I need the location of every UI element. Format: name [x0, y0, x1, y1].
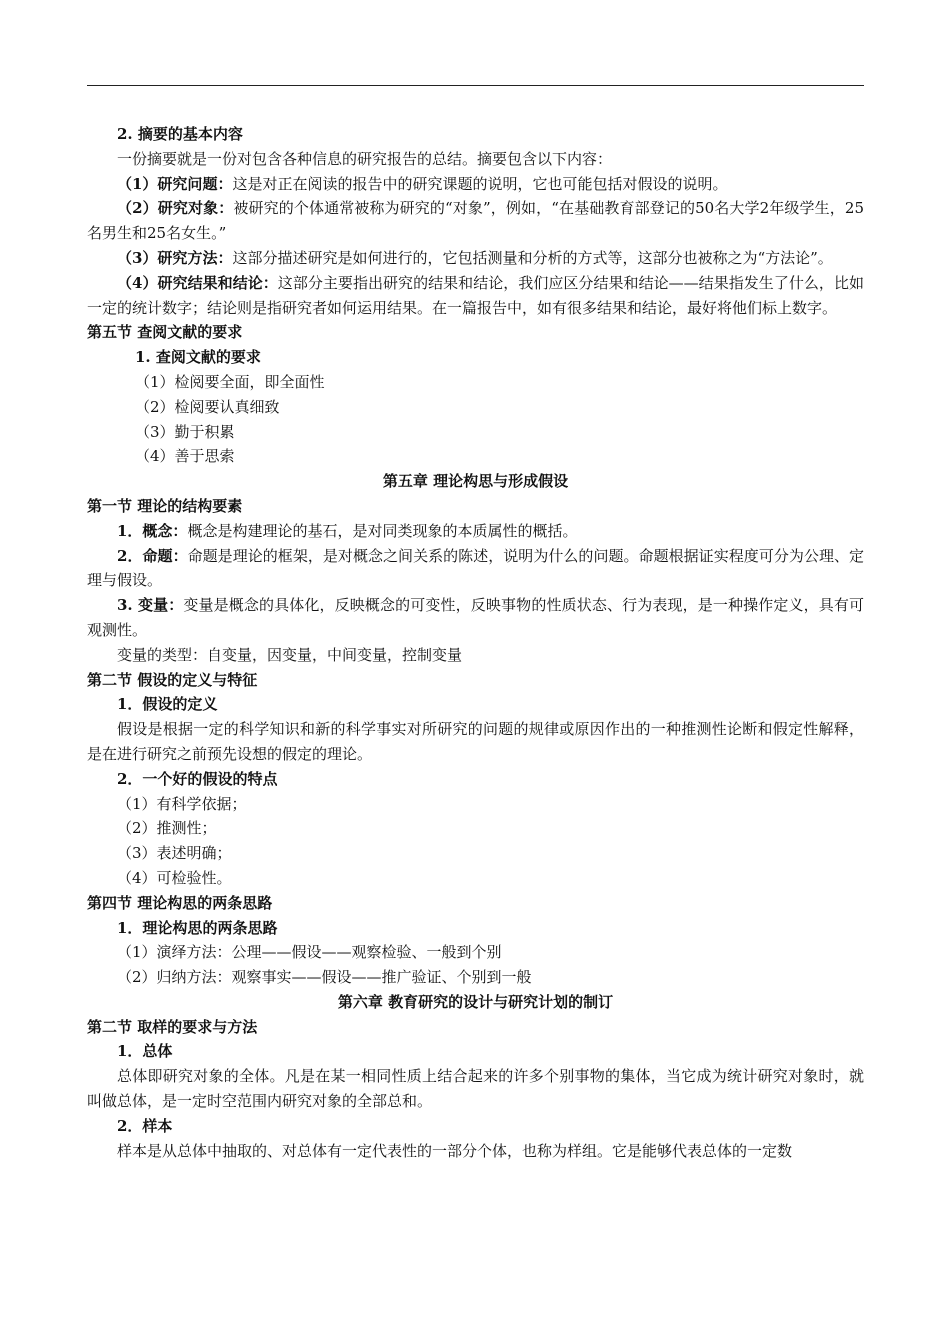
list-item: （3）表述明确；: [117, 844, 232, 863]
item-text: 这是对正在阅读的报告中的研究课题的说明，它也可能包括对假设的说明。: [232, 174, 728, 193]
item-label: （3）研究方法：: [117, 248, 233, 267]
subsection-heading: 2．样本: [117, 1116, 173, 1135]
subsection-heading: 1．总体: [117, 1042, 173, 1061]
subsection-heading: 2. 摘要的基本内容: [117, 125, 243, 143]
list-item: （3）勤于积累: [135, 422, 235, 441]
list-item: （4）善于思索: [135, 447, 235, 466]
list-item: （2）检阅要认真细致: [135, 397, 280, 416]
term-label: 3. 变量：: [117, 596, 184, 615]
item-text: 这部分主要指出研究的结果和结论，我们应区分结果和结论——结果指发生了什么，比如一定的统计数字；结论则是指研究者如何运用结果。在一篇报告中，如有很多结果和结论，最好将他们标上数字。: [87, 273, 864, 317]
item-text: 被研究的个体通常被称为研究的“对象”，例如，“在基础教育部登记的50名大学2年级学生，25名男生和25名女生。”: [87, 199, 864, 243]
list-item: （1）演绎方法：公理——假设——观察检验、一般到个别: [117, 943, 502, 962]
paragraph: 总体即研究对象的全体。凡是在某一相同性质上结合起来的许多个别事物的集体，当它成为统计研究对象时，就叫做总体，是一定时空范围内研究对象的全部总和。: [87, 1067, 864, 1111]
subsection-heading: 1．理论构思的两条思路: [117, 918, 278, 937]
list-item: [87, 246, 864, 271]
chapter-title: 第六章 教育研究的设计与研究计划的制订: [337, 992, 614, 1011]
list-item: [87, 196, 864, 246]
term-text: 命题是理论的框架，是对概念之间关系的陈述，说明为什么的问题。命题根据证实程度可分为公理、定理与假设。: [87, 546, 865, 590]
subsection-heading: 1. 查阅文献的要求: [135, 348, 261, 367]
term-text: 变量是概念的具体化，反映概念的可变性，反映事物的性质状态、行为表现，是一种操作定义，具有可观测性。: [87, 596, 864, 639]
paragraph: [87, 593, 864, 643]
section-heading: 第四节 理论构思的两条思路: [87, 893, 273, 912]
paragraph: 样本是从总体中抽取的、对总体有一定代表性的一部分个体，也称为样组。它是能够代表总体的一定数: [117, 1141, 793, 1160]
paragraph: 变量的类型：自变量，因变量，中间变量，控制变量: [117, 645, 463, 664]
document-page: [87, 122, 864, 1163]
list-item: （1）检阅要全面，即全面性: [135, 372, 325, 391]
chapter-title: 第五章 理论构思与形成假设: [382, 472, 569, 491]
paragraph: [87, 519, 864, 544]
item-label: （1）研究问题：: [117, 174, 233, 193]
term-label: 2．命题：: [117, 546, 188, 565]
subsection-heading: 2．一个好的假设的特点: [117, 769, 278, 788]
list-item: （1）有科学依据；: [117, 794, 247, 813]
list-item: （2）推测性；: [117, 819, 217, 838]
section-heading: 第二节 假设的定义与特征: [87, 670, 258, 689]
list-item: [87, 172, 864, 197]
list-item: （2）归纳方法：观察事实——假设——推广验证、个别到一般: [117, 968, 532, 987]
section-heading: 第二节 取样的要求与方法: [87, 1017, 258, 1036]
term-text: 概念是构建理论的基石，是对同类现象的本质属性的概括。: [187, 521, 578, 540]
item-label: （2）研究对象：: [117, 199, 234, 218]
paragraph: 一份摘要就是一份对包含各种信息的研究报告的总结。摘要包含以下内容：: [117, 149, 613, 168]
paragraph: [87, 544, 864, 594]
list-item: [87, 271, 864, 321]
list-item: （4）可检验性。: [117, 868, 232, 887]
subsection-heading: 1．假设的定义: [117, 695, 218, 714]
header-rule: [87, 85, 864, 86]
paragraph: 假设是根据一定的科学知识和新的科学事实对所研究的问题的规律或原因作出的一种推测性论断和假定性解释，是在进行研究之前预先设想的假定的理论。: [87, 720, 864, 763]
section-heading: 第五节 查阅文献的要求: [87, 323, 243, 342]
item-text: 这部分描述研究是如何进行的，它包括测量和分析的方式等，这部分也被称之为“方法论”。: [232, 248, 833, 267]
item-label: （4）研究结果和结论：: [117, 273, 278, 292]
section-heading: 第一节 理论的结构要素: [87, 496, 243, 515]
term-label: 1．概念：: [117, 521, 188, 540]
